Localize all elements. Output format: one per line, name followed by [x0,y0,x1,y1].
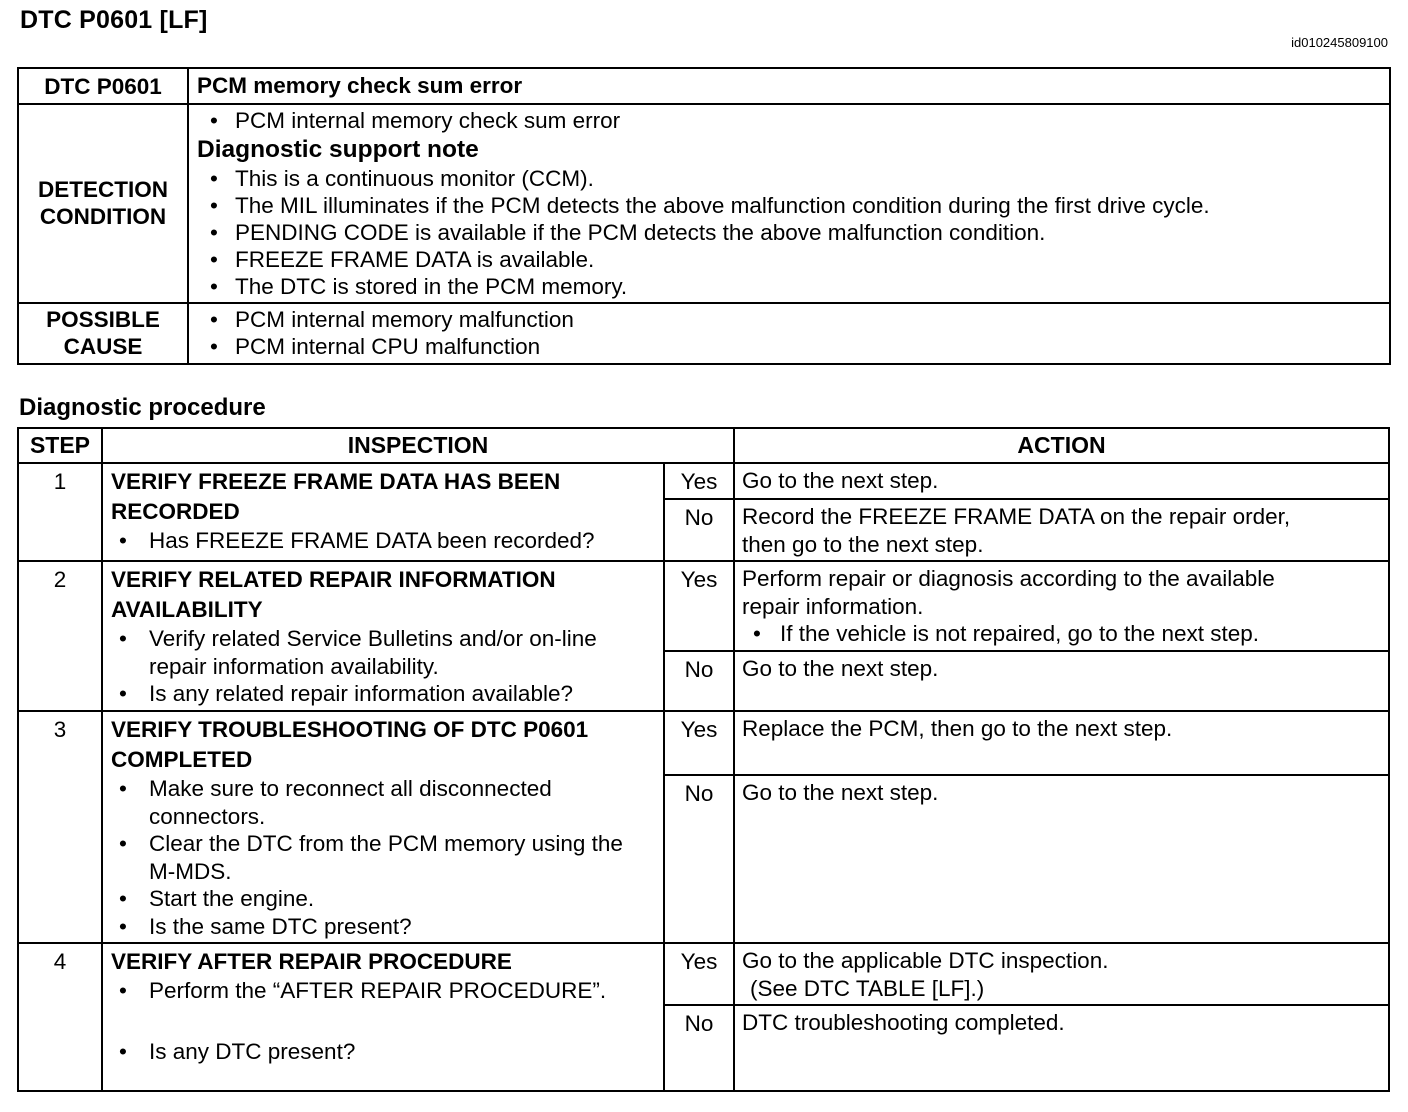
step-title-line: VERIFY FREEZE FRAME DATA HAS BEEN [111,469,561,494]
step-title-line: AVAILABILITY [111,597,263,622]
dtc-table-reference: (See DTC TABLE [LF].) [750,975,985,1001]
step-number: 4 [18,943,102,1091]
yes-label: Yes [664,463,734,499]
detection-bullet: • PCM internal memory check sum error [197,107,1381,134]
step-title-line: VERIFY RELATED REPAIR INFORMATION [111,567,556,592]
section-title: Diagnostic procedure [19,394,266,421]
yes-action-line: Go to the applicable DTC inspection. [742,948,1109,973]
no-label: No [664,775,734,943]
page-title: DTC P0601 [LF] [20,6,208,34]
inspection-header: INSPECTION [102,428,734,463]
support-note-item: • The MIL illuminates if the PCM detects the above malfunction condition during the first drive cycle. [197,192,1381,219]
step-inspection [102,561,664,711]
dtc-summary-table [17,67,1391,365]
step-number: 2 [18,561,102,711]
no-action: DTC troubleshooting completed. [734,1005,1389,1091]
dtc-code-cell: DTC P0601 [18,68,188,104]
document-id: id010245809100 [1291,35,1388,50]
step-row-3-yes [18,711,1389,775]
step-number: 3 [18,711,102,943]
yes-action-bullet: • If the vehicle is not repaired, go to the next step. [742,620,1382,648]
support-note-item: • PENDING CODE is available if the PCM detects the above malfunction condition. [197,219,1381,246]
step-inspection [102,711,664,943]
step-header: STEP [18,428,102,463]
yes-label: Yes [664,711,734,775]
support-note-heading: Diagnostic support note [197,136,479,163]
action-header: ACTION [734,428,1389,463]
step-title-line: VERIFY AFTER REPAIR PROCEDURE [111,949,512,974]
possible-cause-row [18,303,1390,364]
yes-action-line: Perform repair or diagnosis according to the available [742,566,1275,591]
inspection-bullet: • Is any related repair information available? [111,680,655,708]
inspection-bullet: • Is any DTC present? [111,1038,655,1066]
yes-action: Go to the next step. [734,463,1389,499]
no-action-line: Record the FREEZE FRAME DATA on the repair order, [742,504,1291,529]
no-label: No [664,651,734,711]
yes-action [734,943,1389,1005]
no-action: Go to the next step. [734,775,1389,943]
detection-label-line-1: DETECTION [37,177,168,202]
step-title-line: RECORDED [111,499,240,524]
step-title-line: COMPLETED [111,747,253,772]
detection-condition-content [188,104,1390,303]
step-inspection [102,463,664,561]
diagnostic-procedure-table [17,427,1390,1092]
step-row-1-yes [18,463,1389,499]
possible-cause-label [18,303,188,364]
spacer [111,1005,655,1038]
no-label: No [664,499,734,561]
detection-label-line-2: CONDITION [39,204,167,229]
cause-item: • PCM internal CPU malfunction [197,333,1381,360]
possible-cause-content [188,303,1390,364]
inspection-bullet: • Clear the DTC from the PCM memory using the M-MDS. [111,830,655,885]
inspection-bullet: • Perform the “AFTER REPAIR PROCEDURE”. [111,977,655,1005]
inspection-bullet: • Make sure to reconnect all disconnected connectors. [111,775,655,830]
no-action [734,499,1389,561]
inspection-bullet: • Has FREEZE FRAME DATA been recorded? [111,527,655,555]
cause-item: • PCM internal memory malfunction [197,306,1381,333]
step-number: 1 [18,463,102,561]
yes-label: Yes [664,943,734,1005]
detection-condition-row [18,104,1390,303]
no-label: No [664,1005,734,1091]
dtc-header-row [18,68,1390,104]
dtc-description-cell: PCM memory check sum error [188,68,1390,104]
step-row-4-yes [18,943,1389,1005]
support-note-item: • The DTC is stored in the PCM memory. [197,273,1381,300]
no-action: Go to the next step. [734,651,1389,711]
yes-action: Replace the PCM, then go to the next step. [734,711,1389,775]
no-action-line: then go to the next step. [742,531,984,557]
step-inspection [102,943,664,1091]
procedure-header-row [18,428,1389,463]
inspection-bullet: • Start the engine. [111,885,655,913]
support-note-item: • This is a continuous monitor (CCM). [197,165,1381,192]
yes-action [734,561,1389,651]
cause-label-line-2: CAUSE [63,334,143,359]
yes-action-line: repair information. [742,593,924,619]
support-note-item: • FREEZE FRAME DATA is available. [197,246,1381,273]
step-title-line: VERIFY TROUBLESHOOTING OF DTC P0601 [111,717,589,742]
detection-condition-label [18,104,188,303]
yes-label: Yes [664,561,734,651]
inspection-bullet: • Is the same DTC present? [111,913,655,941]
cause-label-line-1: POSSIBLE [46,307,160,332]
inspection-bullet: • Verify related Service Bulletins and/or on-line repair information availability. [111,625,655,680]
step-row-2-yes [18,561,1389,651]
